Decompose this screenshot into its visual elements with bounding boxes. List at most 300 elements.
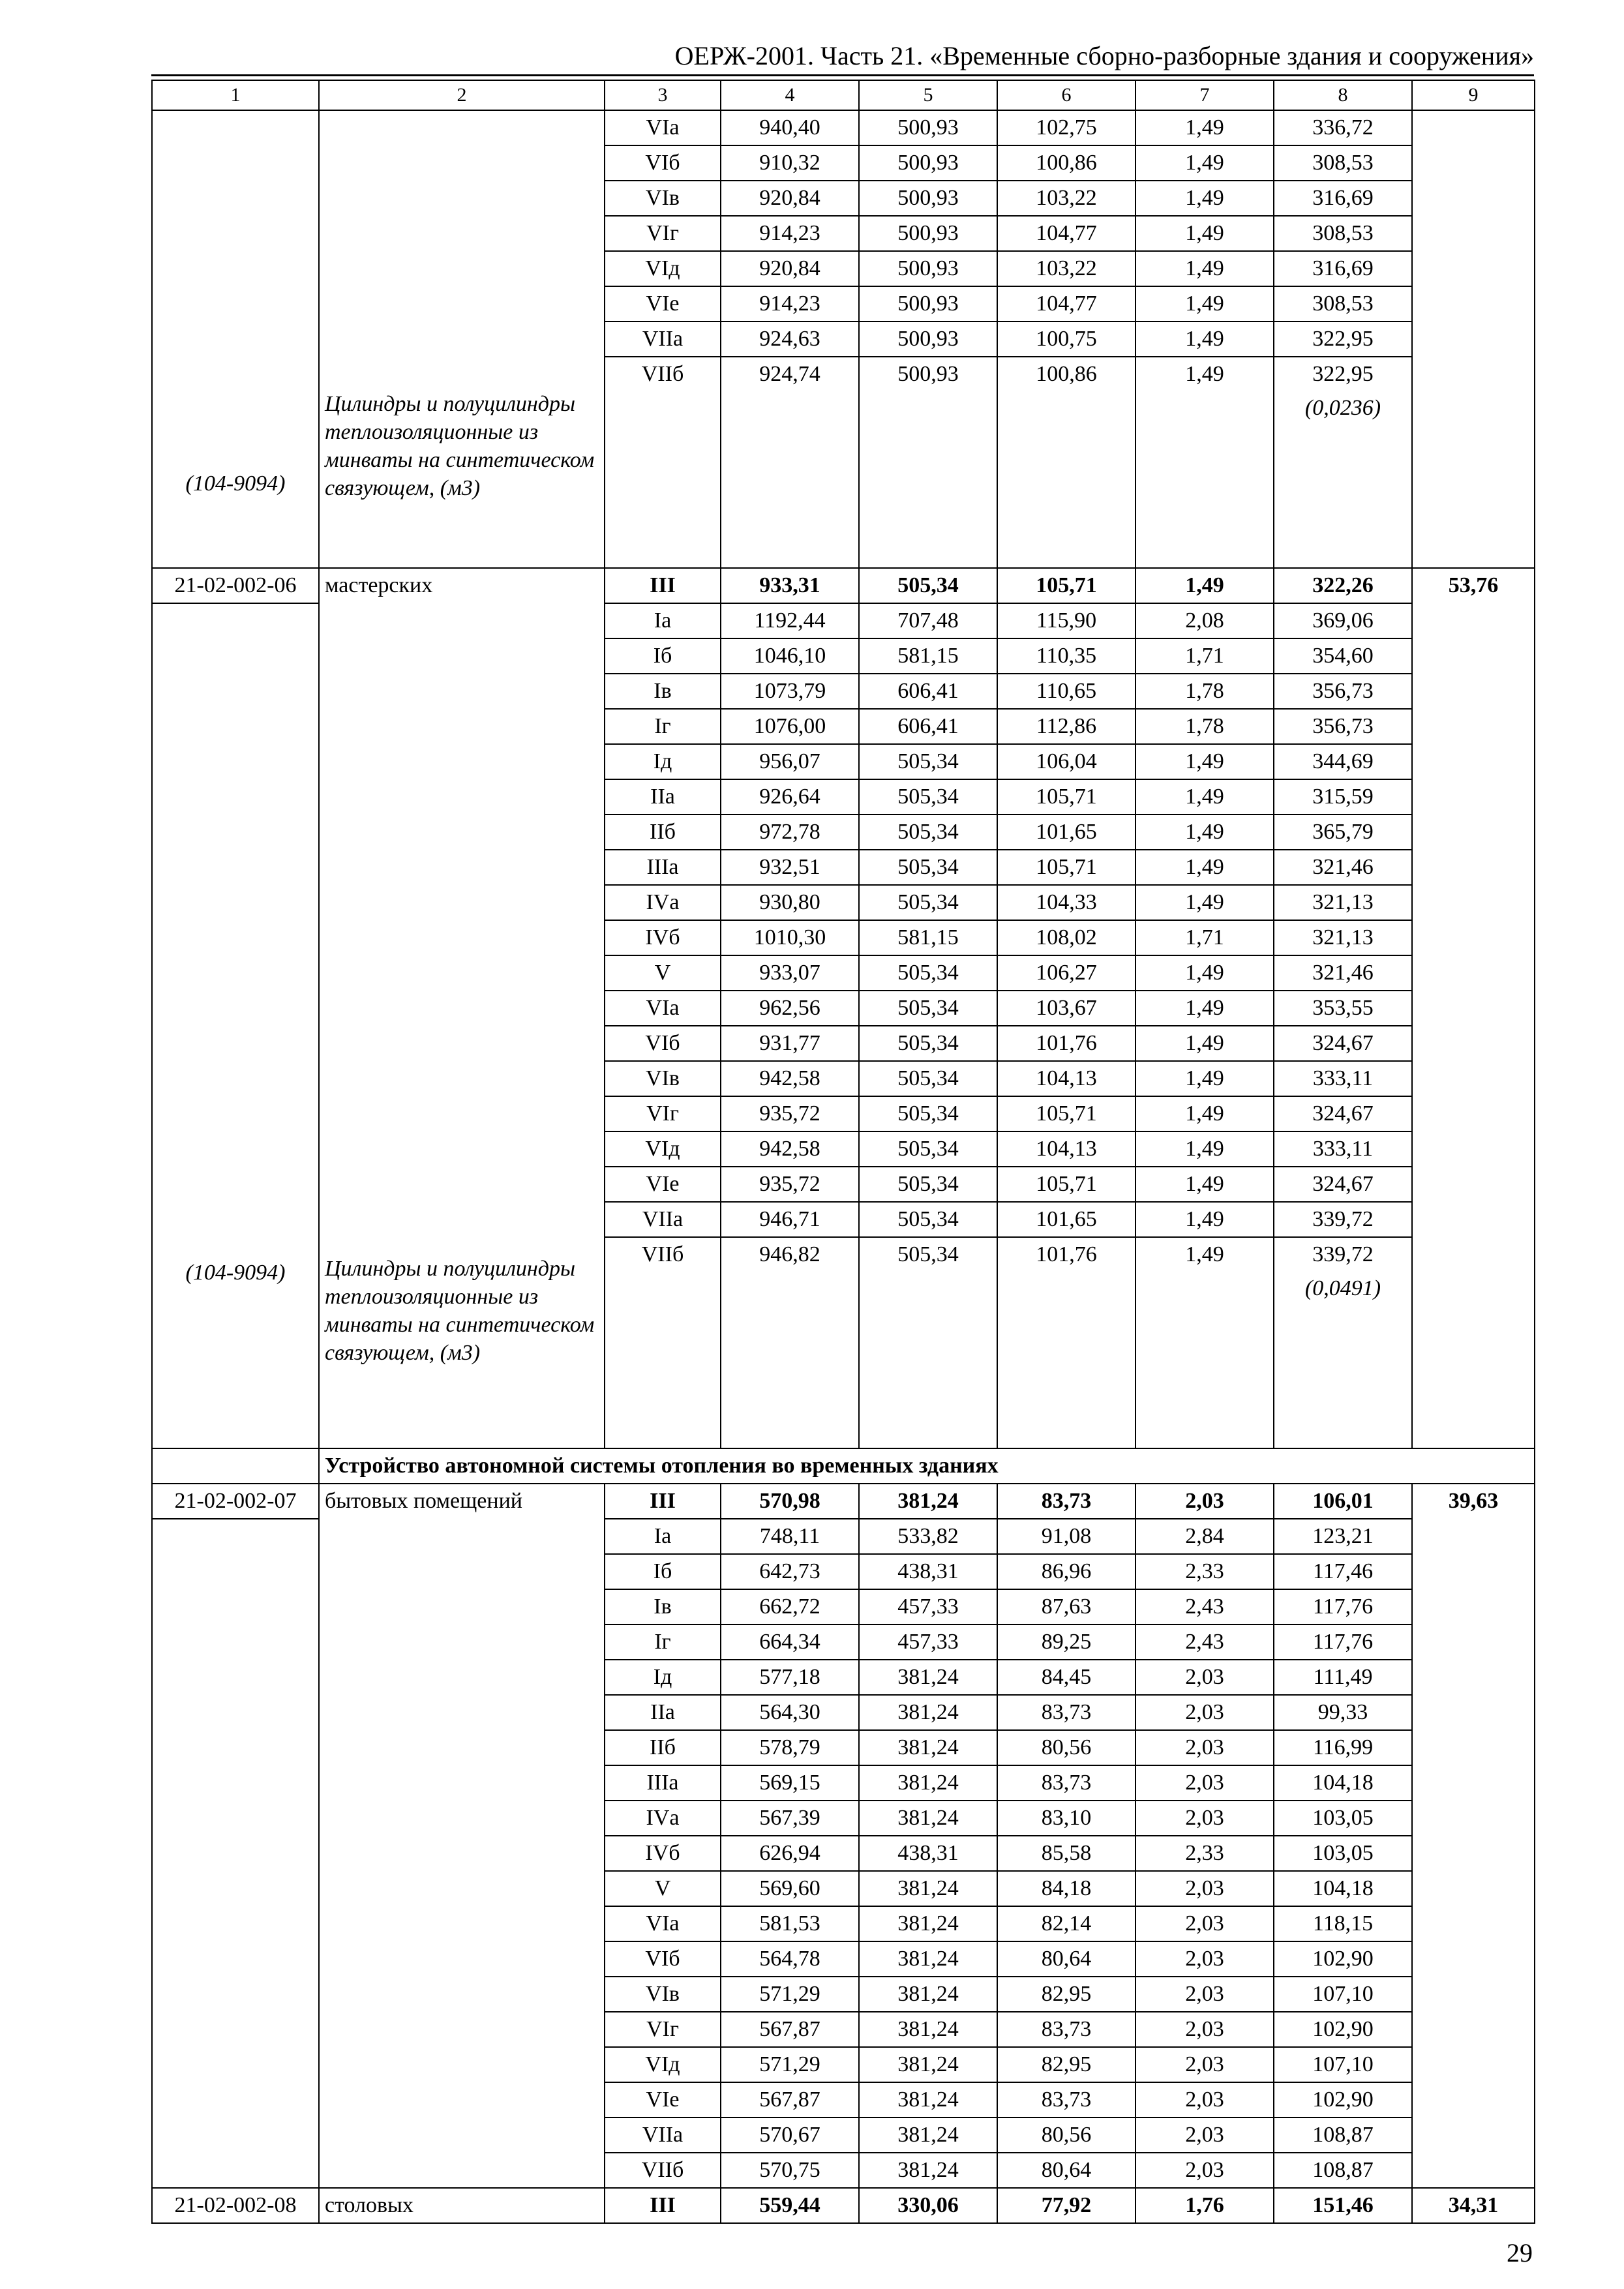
direct-cost-cell: 924,63 [721,322,859,357]
price-table-body [152,80,1535,2223]
column-number: 8 [1274,80,1412,110]
labor-cost-cell: 505,34 [859,955,997,991]
code-cell: 21-02-002-08 [152,2188,319,2223]
material-cost-cell: 333,11 [1274,1061,1412,1096]
region-cell: Iв [605,1589,721,1624]
machine-cost-cell: 80,56 [997,1730,1135,1765]
labor-cost-cell: 505,34 [859,1026,997,1061]
direct-cost-cell: 564,30 [721,1695,859,1730]
material-cost-cell: 118,15 [1274,1906,1412,1941]
name-cell [319,568,605,1448]
direct-cost-cell: 962,56 [721,991,859,1026]
labor-cost-cell: 581,15 [859,638,997,674]
machine-cost-cell: 104,77 [997,286,1135,322]
column-number: 2 [319,80,605,110]
region-cell: IIа [605,779,721,815]
labor-cost-cell: 500,93 [859,322,997,357]
material-cost-cell: 333,11 [1274,1131,1412,1167]
machinist-wage-cell: 1,71 [1135,920,1274,955]
material-cost-cell: 103,05 [1274,1801,1412,1836]
direct-cost-cell: 1073,79 [721,674,859,709]
material-cost-cell: 354,60 [1274,638,1412,674]
region-cell: III [605,568,721,603]
column-number: 5 [859,80,997,110]
material-cost-cell: 356,73 [1274,674,1412,709]
machine-cost-cell: 104,77 [997,216,1135,251]
machine-cost-cell: 108,02 [997,920,1135,955]
direct-cost-cell: 748,11 [721,1519,859,1554]
machine-cost-cell: 83,73 [997,2082,1135,2117]
region-cell: IIб [605,1730,721,1765]
direct-cost-cell: 570,75 [721,2153,859,2188]
machine-cost-cell: 82,95 [997,2047,1135,2082]
machinist-wage-cell: 1,49 [1135,1167,1274,1202]
material-cost-cell: 315,59 [1274,779,1412,815]
machine-cost-cell: 80,56 [997,2117,1135,2153]
machine-cost-cell: 103,22 [997,181,1135,216]
material-cost-cell: 353,55 [1274,991,1412,1026]
column-number: 4 [721,80,859,110]
region-cell: VIа [605,991,721,1026]
labor-cost-cell: 505,34 [859,1202,997,1237]
direct-cost-cell: 571,29 [721,1977,859,2012]
region-cell: III [605,1484,721,1519]
work-name: столовых [325,2193,414,2217]
material-cost-cell: 111,49 [1274,1660,1412,1695]
labor-cost-cell: 533,82 [859,1519,997,1554]
material-cost-cell: 116,99 [1274,1730,1412,1765]
direct-cost-cell: 935,72 [721,1096,859,1131]
labor-hours-cell: 34,31 [1412,2188,1535,2223]
region-cell: VIе [605,1167,721,1202]
machine-cost-cell: 104,13 [997,1061,1135,1096]
machinist-wage-cell: 2,43 [1135,1624,1274,1660]
labor-cost-cell: 438,31 [859,1836,997,1871]
machine-cost-cell: 85,58 [997,1836,1135,1871]
machine-cost-cell: 100,86 [997,357,1135,568]
labor-cost-cell: 505,34 [859,779,997,815]
region-cell: VIб [605,1941,721,1977]
labor-cost-cell: 381,24 [859,1941,997,1977]
labor-cost-cell: 381,24 [859,1906,997,1941]
labor-cost-cell: 381,24 [859,1730,997,1765]
region-cell: Iа [605,1519,721,1554]
machinist-wage-cell: 2,03 [1135,1660,1274,1695]
material-cost-cell: 102,90 [1274,2012,1412,2047]
machine-cost-cell: 83,10 [997,1801,1135,1836]
material-cost-cell: 107,10 [1274,1977,1412,2012]
machine-cost-cell: 87,63 [997,1589,1135,1624]
material-cost-cell: 104,18 [1274,1871,1412,1906]
material-cost-cell: 322,95 [1274,322,1412,357]
direct-cost-cell: 930,80 [721,885,859,920]
machine-cost-cell: 105,71 [997,850,1135,885]
machinist-wage-cell: 1,49 [1135,286,1274,322]
labor-hours-cell: 53,76 [1412,568,1535,1448]
table-row-main [152,1484,1535,1519]
material-cost-cell: 324,67 [1274,1167,1412,1202]
region-cell: IVб [605,920,721,955]
material-cost-cell: 151,46 [1274,2188,1412,2223]
labor-cost-cell: 500,93 [859,286,997,322]
price-table [151,80,1535,2224]
direct-cost-cell: 564,78 [721,1941,859,1977]
direct-cost-cell: 910,32 [721,145,859,181]
section-title: Устройство автономной системы отопления во временных зданиях [319,1448,1535,1484]
labor-cost-cell: 381,24 [859,1977,997,2012]
machinist-wage-cell: 1,49 [1135,322,1274,357]
direct-cost-cell: 942,58 [721,1131,859,1167]
material-cost-cell: 117,76 [1274,1624,1412,1660]
machinist-wage-cell: 2,03 [1135,1730,1274,1765]
region-cell: VIг [605,216,721,251]
code-continuation [152,1519,319,2188]
material-cost-cell: 321,46 [1274,955,1412,991]
material-cost-cell: 322,95 [1274,357,1412,391]
region-cell: VIв [605,1977,721,2012]
labor-cost-cell: 505,34 [859,991,997,1026]
region-cell: VIа [605,110,721,145]
material-cost-cell: 339,72 [1274,1202,1412,1237]
direct-cost-cell: 940,40 [721,110,859,145]
labor-cost-cell: 606,41 [859,709,997,744]
direct-cost-cell: 571,29 [721,2047,859,2082]
direct-cost-cell: 664,34 [721,1624,859,1660]
material-cost-cell: 322,26 [1274,568,1412,603]
machine-cost-cell: 91,08 [997,1519,1135,1554]
region-cell: Iд [605,744,721,779]
labor-cost-cell: 330,06 [859,2188,997,2223]
labor-cost-cell: 581,15 [859,920,997,955]
labor-cost-cell: 606,41 [859,674,997,709]
machinist-wage-cell: 1,49 [1135,1061,1274,1096]
region-cell: VIIб [605,2153,721,2188]
region-cell: VIIа [605,322,721,357]
region-cell: IIIа [605,1765,721,1801]
machine-cost-cell: 77,92 [997,2188,1135,2223]
code-continuation [152,603,319,1448]
material-cost-cell: 321,13 [1274,920,1412,955]
labor-cost-cell: 381,24 [859,1871,997,1906]
labor-cost-cell: 505,34 [859,1131,997,1167]
machine-cost-cell: 100,86 [997,145,1135,181]
region-cell: VIе [605,2082,721,2117]
labor-cost-cell: 457,33 [859,1624,997,1660]
region-cell: VIд [605,251,721,286]
region-cell: VIд [605,2047,721,2082]
labor-cost-cell: 457,33 [859,1589,997,1624]
direct-cost-cell: 942,58 [721,1061,859,1096]
labor-cost-cell: 505,34 [859,1167,997,1202]
region-cell: VIв [605,181,721,216]
machinist-wage-cell: 2,03 [1135,1906,1274,1941]
material-cost-cell: 324,67 [1274,1096,1412,1131]
machine-cost-cell: 100,75 [997,322,1135,357]
material-cost-cell: 365,79 [1274,815,1412,850]
labor-cost-cell: 505,34 [859,1237,997,1448]
machinist-wage-cell: 2,03 [1135,1765,1274,1801]
machine-cost-cell: 89,25 [997,1624,1135,1660]
empty-cell [1412,110,1535,568]
labor-cost-cell: 505,34 [859,850,997,885]
labor-cost-cell: 381,24 [859,1801,997,1836]
direct-cost-cell: 567,39 [721,1801,859,1836]
machine-cost-cell: 83,73 [997,1695,1135,1730]
machinist-wage-cell: 1,78 [1135,709,1274,744]
resource-qty: (0,0236) [1274,391,1412,568]
labor-cost-cell: 381,24 [859,2082,997,2117]
machine-cost-cell: 80,64 [997,1941,1135,1977]
material-cost-cell: 308,53 [1274,145,1412,181]
material-cost-cell: 107,10 [1274,2047,1412,2082]
column-number: 9 [1412,80,1535,110]
machinist-wage-cell: 2,84 [1135,1519,1274,1554]
machine-cost-cell: 83,73 [997,1765,1135,1801]
resource-name: Цилиндры и полуцилиндры теплоизоляционные из минваты на синтетическом связующем, (м3) [325,392,595,500]
machinist-wage-cell: 1,71 [1135,638,1274,674]
labor-cost-cell: 500,93 [859,357,997,568]
machinist-wage-cell: 1,49 [1135,955,1274,991]
machine-cost-cell: 105,71 [997,1167,1135,1202]
machinist-wage-cell: 1,49 [1135,357,1274,568]
labor-cost-cell: 707,48 [859,603,997,638]
machine-cost-cell: 110,65 [997,674,1135,709]
machinist-wage-cell: 2,03 [1135,1977,1274,2012]
machine-cost-cell: 82,95 [997,1977,1135,2012]
column-number-row [152,80,1535,110]
machine-cost-cell: 83,73 [997,2012,1135,2047]
machinist-wage-cell: 2,33 [1135,1836,1274,1871]
labor-cost-cell: 500,93 [859,145,997,181]
region-cell: IVа [605,885,721,920]
work-name: мастерских [325,573,433,597]
region-cell: Iг [605,1624,721,1660]
machinist-wage-cell: 2,08 [1135,603,1274,638]
labor-cost-cell: 381,24 [859,1484,997,1519]
machinist-wage-cell: 1,49 [1135,1202,1274,1237]
region-cell: VIг [605,1096,721,1131]
labor-cost-cell: 505,34 [859,1096,997,1131]
direct-cost-cell: 920,84 [721,181,859,216]
machinist-wage-cell: 2,03 [1135,2047,1274,2082]
material-cost-cell: 308,53 [1274,216,1412,251]
region-cell: Iд [605,1660,721,1695]
machinist-wage-cell: 2,03 [1135,1941,1274,1977]
labor-cost-cell: 438,31 [859,1554,997,1589]
labor-cost-cell: 381,24 [859,1765,997,1801]
material-cost-cell: 104,18 [1274,1765,1412,1801]
machine-cost-cell: 102,75 [997,110,1135,145]
machinist-wage-cell: 1,49 [1135,216,1274,251]
machinist-wage-cell: 1,49 [1135,568,1274,603]
machine-cost-cell: 103,67 [997,991,1135,1026]
page-number: 29 [1507,2238,1533,2267]
labor-cost-cell: 505,34 [859,1061,997,1096]
labor-cost-cell: 381,24 [859,2153,997,2188]
direct-cost-cell: 946,71 [721,1202,859,1237]
direct-cost-cell: 914,23 [721,286,859,322]
machine-cost-cell: 83,73 [997,1484,1135,1519]
machine-cost-cell: 82,14 [997,1906,1135,1941]
material-cost-cell: 321,46 [1274,850,1412,885]
region-cell: VIв [605,1061,721,1096]
labor-cost-cell: 381,24 [859,2047,997,2082]
labor-cost-cell: 381,24 [859,1660,997,1695]
direct-cost-cell: 569,60 [721,1871,859,1906]
material-cost-cell: 308,53 [1274,286,1412,322]
machine-cost-cell: 84,45 [997,1660,1135,1695]
machine-cost-cell: 106,04 [997,744,1135,779]
material-cost-cell: 103,05 [1274,1836,1412,1871]
region-cell: VIIа [605,2117,721,2153]
direct-cost-cell: 570,67 [721,2117,859,2153]
labor-cost-cell: 381,24 [859,2117,997,2153]
labor-cost-cell: 381,24 [859,2012,997,2047]
region-cell: VIе [605,286,721,322]
column-number: 1 [152,80,319,110]
direct-cost-cell: 933,31 [721,568,859,603]
region-cell: VIа [605,1906,721,1941]
resource-name-cell [319,110,605,568]
region-cell: III [605,2188,721,2223]
direct-cost-cell: 914,23 [721,216,859,251]
table-row [152,110,1535,145]
region-cell: IVа [605,1801,721,1836]
direct-cost-cell: 931,77 [721,1026,859,1061]
code-cell: 21-02-002-07 [152,1484,319,1519]
direct-cost-cell: 926,64 [721,779,859,815]
direct-cost-cell: 662,72 [721,1589,859,1624]
machinist-wage-cell: 2,03 [1135,1695,1274,1730]
region-cell: VIб [605,145,721,181]
machine-cost-cell: 84,18 [997,1871,1135,1906]
empty-cell [152,1448,319,1484]
labor-cost-cell: 381,24 [859,1695,997,1730]
region-cell: Iг [605,709,721,744]
direct-cost-cell: 577,18 [721,1660,859,1695]
table-row-main [152,568,1535,603]
direct-cost-cell: 626,94 [721,1836,859,1871]
machine-cost-cell: 101,76 [997,1026,1135,1061]
direct-cost-cell: 567,87 [721,2082,859,2117]
machine-cost-cell: 115,90 [997,603,1135,638]
region-cell: IIа [605,1695,721,1730]
code-cell: 21-02-002-06 [152,568,319,603]
direct-cost-cell: 932,51 [721,850,859,885]
header-rule [151,74,1534,76]
machinist-wage-cell: 1,49 [1135,251,1274,286]
machine-cost-cell: 105,71 [997,779,1135,815]
machine-cost-cell: 80,64 [997,2153,1135,2188]
machinist-wage-cell: 1,78 [1135,674,1274,709]
machinist-wage-cell: 2,03 [1135,2082,1274,2117]
machine-cost-cell: 110,35 [997,638,1135,674]
material-cost-cell: 316,69 [1274,181,1412,216]
direct-cost-cell: 946,82 [721,1237,859,1448]
machine-cost-cell: 112,86 [997,709,1135,744]
direct-cost-cell: 972,78 [721,815,859,850]
region-cell: V [605,1871,721,1906]
material-cost-cell: 106,01 [1274,1484,1412,1519]
labor-hours-cell: 39,63 [1412,1484,1535,2188]
material-cost-cell: 102,90 [1274,1941,1412,1977]
machinist-wage-cell: 1,49 [1135,181,1274,216]
direct-cost-cell: 559,44 [721,2188,859,2223]
region-cell: Iа [605,603,721,638]
material-cost-cell: 339,72 [1274,1237,1412,1272]
region-cell: Iб [605,1554,721,1589]
region-cell: VIг [605,2012,721,2047]
labor-cost-cell: 505,34 [859,568,997,603]
machinist-wage-cell: 2,03 [1135,2117,1274,2153]
region-cell: V [605,955,721,991]
machinist-wage-cell: 1,49 [1135,1131,1274,1167]
machinist-wage-cell: 2,03 [1135,1871,1274,1906]
region-cell: VIб [605,1026,721,1061]
material-cost-cell: 369,06 [1274,603,1412,638]
resource-code: (104-9094) [185,471,286,496]
material-cost-cell: 324,67 [1274,1026,1412,1061]
direct-cost-cell: 578,79 [721,1730,859,1765]
machine-cost-cell: 101,76 [997,1237,1135,1448]
machinist-wage-cell: 2,33 [1135,1554,1274,1589]
column-number: 3 [605,80,721,110]
direct-cost-cell: 920,84 [721,251,859,286]
machine-cost-cell: 104,13 [997,1131,1135,1167]
region-cell: Iв [605,674,721,709]
page-header: ОЕРЖ-2001. Часть 21. «Временные сборно-разборные здания и сооружения» [674,41,1534,70]
material-cost-cell: 344,69 [1274,744,1412,779]
direct-cost-cell: 1046,10 [721,638,859,674]
region-cell: IVб [605,1836,721,1871]
column-number: 6 [997,80,1135,110]
material-cost-cell: 99,33 [1274,1695,1412,1730]
material-cost-cell: 316,69 [1274,251,1412,286]
machinist-wage-cell: 1,49 [1135,1026,1274,1061]
machine-cost-cell: 103,22 [997,251,1135,286]
material-cost-cell: 108,87 [1274,2117,1412,2153]
region-cell: IIIа [605,850,721,885]
machine-cost-cell: 101,65 [997,1202,1135,1237]
region-cell: VIIб [605,1237,721,1448]
resource-qty: (0,0491) [1274,1272,1412,1448]
direct-cost-cell: 1076,00 [721,709,859,744]
machinist-wage-cell: 2,03 [1135,1484,1274,1519]
material-cost-cell: 117,46 [1274,1554,1412,1589]
material-cost-cell: 108,87 [1274,2153,1412,2188]
resource-name: Цилиндры и полуцилиндры теплоизоляционные из минваты на синтетическом связующем, (м3) [325,1257,595,1365]
machinist-wage-cell: 1,49 [1135,779,1274,815]
machinist-wage-cell: 1,49 [1135,145,1274,181]
labor-cost-cell: 500,93 [859,110,997,145]
machinist-wage-cell: 2,03 [1135,2012,1274,2047]
machinist-wage-cell: 1,76 [1135,2188,1274,2223]
name-cell [319,1484,605,2188]
machinist-wage-cell: 1,49 [1135,744,1274,779]
labor-cost-cell: 505,34 [859,815,997,850]
machinist-wage-cell: 2,03 [1135,2153,1274,2188]
machinist-wage-cell: 1,49 [1135,110,1274,145]
material-cost-cell: 336,72 [1274,110,1412,145]
direct-cost-cell: 570,98 [721,1484,859,1519]
direct-cost-cell: 567,87 [721,2012,859,2047]
work-name: бытовых помещений [325,1489,522,1513]
region-cell: VIIб [605,357,721,568]
machinist-wage-cell: 1,49 [1135,850,1274,885]
section-row [152,1448,1535,1484]
machine-cost-cell: 106,27 [997,955,1135,991]
machinist-wage-cell: 1,49 [1135,991,1274,1026]
